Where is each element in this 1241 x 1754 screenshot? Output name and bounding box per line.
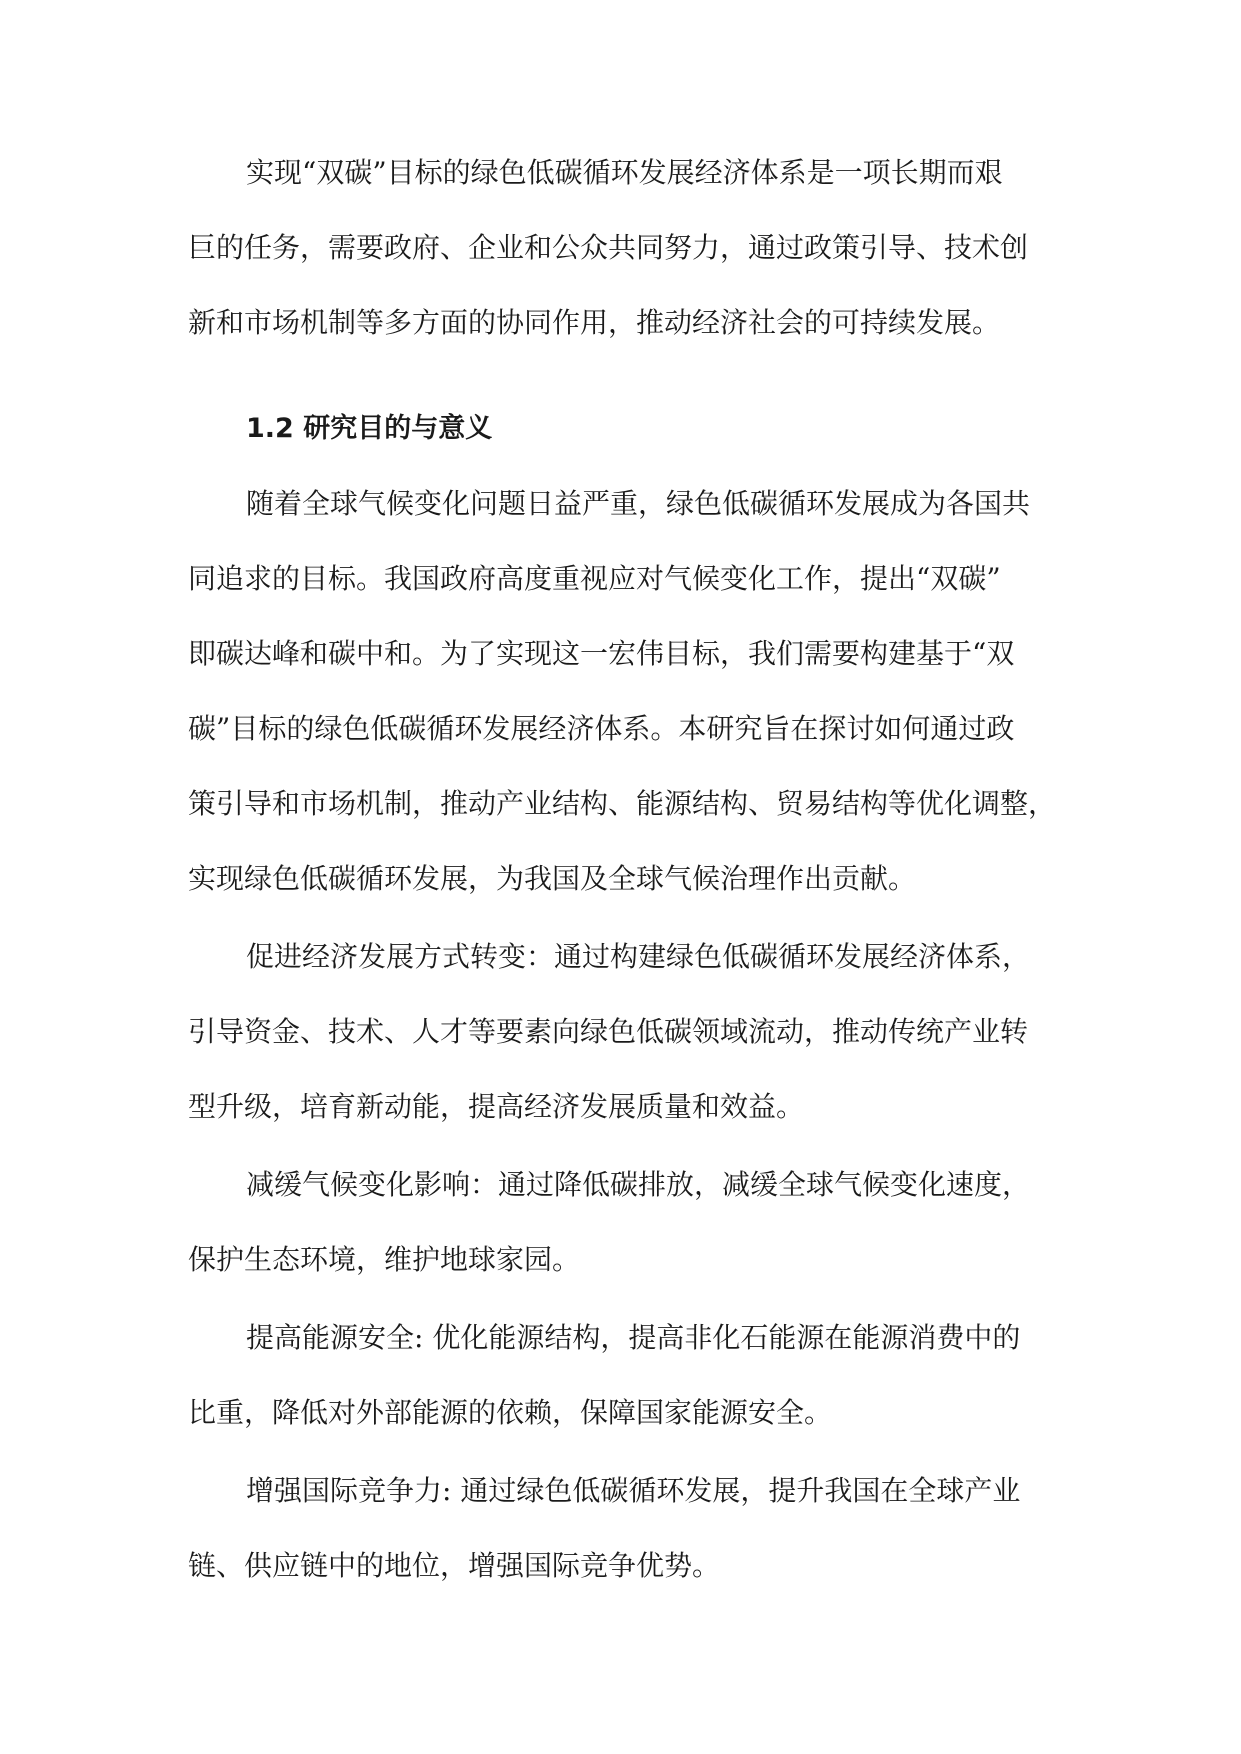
paragraph-2-line-3: 即碳达峰和碳中和。为了实现这一宏伟目标，我们需要构建基于“双 bbox=[188, 637, 1015, 670]
paragraph-3-line-2: 引导资金、技术、人才等要素向绿色低碳领域流动，推动传统产业转 bbox=[188, 1015, 1029, 1048]
paragraph-6-line-2: 链、供应链中的地位，增强国际竞争优势。 bbox=[188, 1549, 721, 1582]
paragraph-4-line-2: 保护生态环境，维护地球家园。 bbox=[188, 1243, 581, 1276]
paragraph-2-line-4: 碳”目标的绿色低碳循环发展经济体系。本研究旨在探讨如何通过政 bbox=[188, 712, 1015, 745]
paragraph-1-line-3: 新和市场机制等多方面的协同作用，推动经济社会的可持续发展。 bbox=[188, 306, 1001, 339]
section-heading: 1.2 研究目的与意义 bbox=[246, 413, 493, 444]
paragraph-4-line-1: 减缓气候变化影响：通过降低碳排放，减缓全球气候变化速度， bbox=[246, 1168, 1031, 1201]
paragraph-2-line-1: 随着全球气候变化问题日益严重，绿色低碳循环发展成为各国共 bbox=[246, 487, 1031, 520]
paragraph-3-line-3: 型升级，培育新动能，提高经济发展质量和效益。 bbox=[188, 1090, 805, 1123]
paragraph-2-line-6: 实现绿色低碳循环发展，为我国及全球气候治理作出贡献。 bbox=[188, 862, 917, 895]
paragraph-1-line-1: 实现“双碳”目标的绿色低碳循环发展经济体系是一项长期而艰 bbox=[246, 156, 1003, 189]
paragraph-5-line-1: 提高能源安全: 优化能源结构，提高非化石能源在能源消费中的 bbox=[246, 1321, 1021, 1354]
paragraph-5-line-2: 比重，降低对外部能源的依赖，保障国家能源安全。 bbox=[188, 1396, 833, 1429]
paragraph-6-line-1: 增强国际竞争力: 通过绿色低碳循环发展，提升我国在全球产业 bbox=[246, 1474, 1021, 1507]
paragraph-2-line-5: 策引导和市场机制，推动产业结构、能源结构、贸易结构等优化调整， bbox=[188, 787, 1057, 820]
paragraph-1-line-2: 巨的任务，需要政府、企业和公众共同努力，通过政策引导、技术创 bbox=[188, 231, 1029, 264]
paragraph-3-line-1: 促进经济发展方式转变：通过构建绿色低碳循环发展经济体系， bbox=[246, 940, 1031, 973]
paragraph-2-line-2: 同追求的目标。我国政府高度重视应对气候变化工作，提出“双碳” bbox=[188, 562, 1001, 595]
